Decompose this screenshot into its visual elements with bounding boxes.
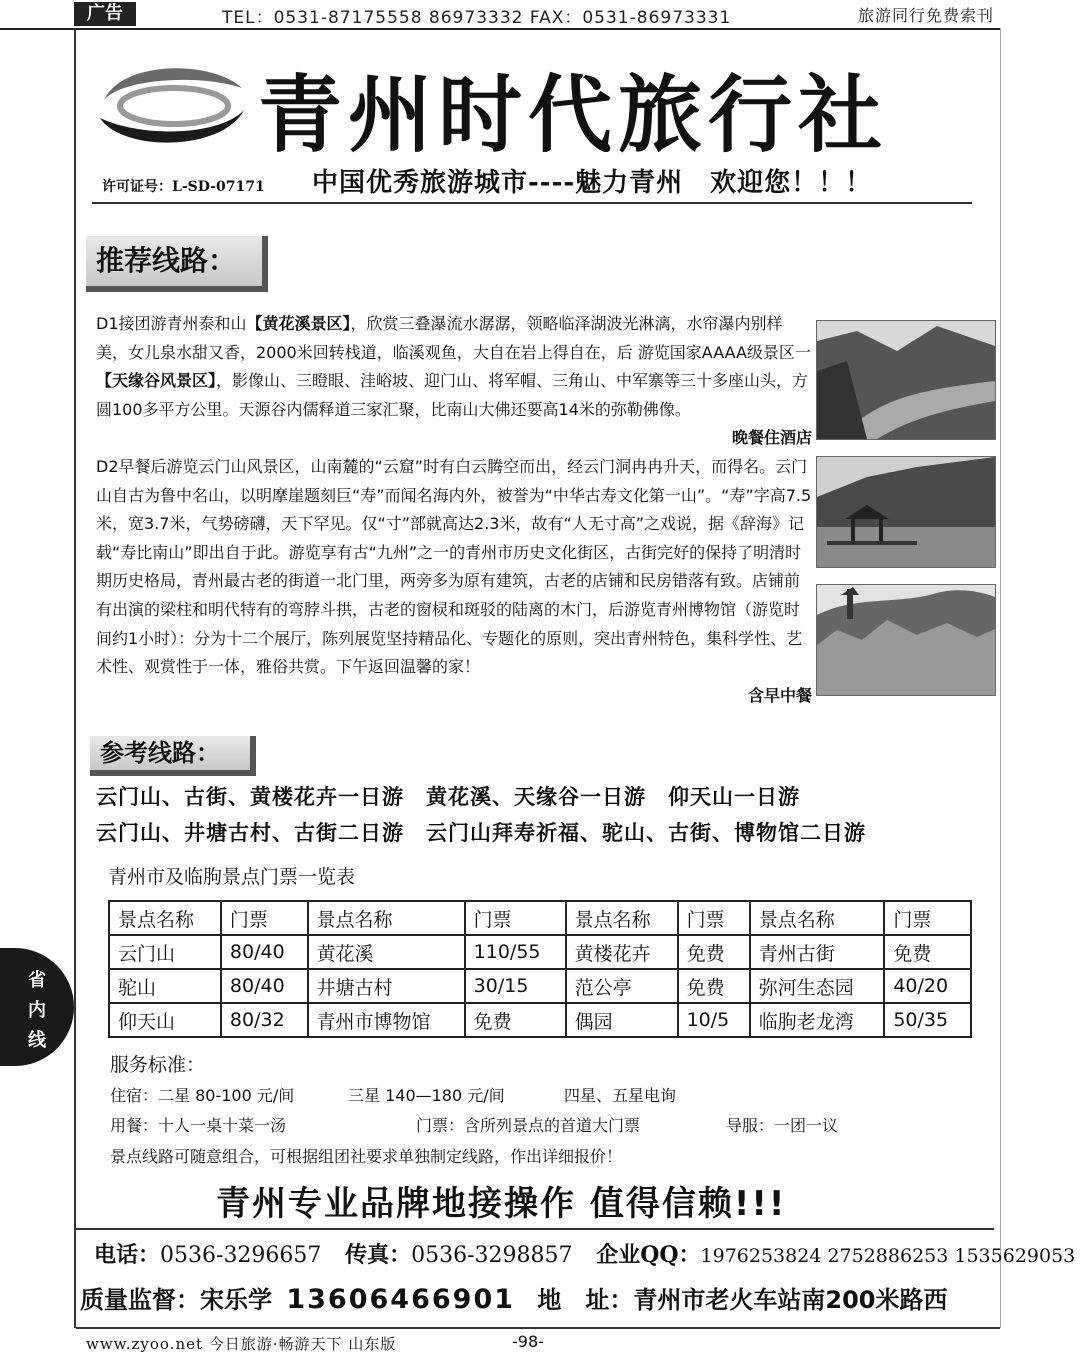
table-row: 驼山 80/40 井塘古村 30/15 范公亭 免费 弥河生态园 40/20 <box>109 969 971 1003</box>
day1-meal: 晚餐住酒店 <box>731 428 812 448</box>
service-heading: 服务标准： <box>110 1054 206 1076</box>
ad-tag: 广告 <box>74 2 136 26</box>
day1-paragraph: D1接团游青州泰和山【黄花溪景区】，欣赏三叠瀑流水潺潺，领略临泽湖波光淋漓，水帘瀑内别样美，女儿泉水甜又香，2000米回转栈道，临溪观鱼，大自在岩上得自在，后 游览国家AAAA级景区一【天缘谷风景区】，影像山、三瞪眼、洼峪坡、迎门山、将军帽、三角山、中军寨等三十多座山头，方圆100多平方公里。天源谷内儒释道三家汇聚，比南山大佛还要高14米的弥勒佛像。 <box>96 314 811 419</box>
footer-divider <box>76 1327 1000 1329</box>
service-note: 景点线路可随意组合，可根据组团社要求单独制定线路，作出详细报价！ <box>110 1147 623 1166</box>
phone-number: 0536-3296657 <box>160 1243 322 1268</box>
ticket-table <box>108 900 972 1038</box>
fax-number: 0536-3298857 <box>411 1243 573 1268</box>
brand-slogan: 青州专业品牌地接操作 值得信赖!!! <box>216 1184 787 1224</box>
reference-heading: 参考线路： <box>90 736 256 776</box>
highlight-spot: 【天缘谷风景区】 <box>96 371 217 391</box>
reference-route-1: 云门山、古街、黄楼花卉一日游 黄花溪、天缘谷一日游 仰天山一日游 <box>96 785 800 809</box>
qc-phone: 13606466901 <box>286 1284 516 1315</box>
table-row: 景点名称 门票 景点名称 门票 景点名称 门票 景点名称 门票 <box>109 901 971 935</box>
rock-garden-photo <box>816 584 996 696</box>
side-tab-provincial: 省 内 线 <box>0 948 74 1066</box>
ticket-table-title: 青州市及临朐景点门票一览表 <box>108 866 356 888</box>
day2-paragraph: D2早餐后游览云门山风景区，山南麓的“云窟”时有白云腾空而出，经云门洞冉冉升天，而得名。云门山自古为鲁中名山，以明摩崖题刻巨“寿”而闻名海内外，被誉为“中华古寿文化第一山”。“寿”字高7.5米，宽3.7米，气势磅礴，天下罕见。仅“寸”部就高达2.3米，故有“人无寸高”之戏说，据《辞海》记载“寿比南山”即出自于此。游览享有古“九州”之一的青州市历史文化街区，古街完好的保持了明清时期历史格局，青州最古老的街道一北门里，两旁多为原有建筑，古老的店铺和民房错落有致。店铺前有出演的梁柱和明代特有的弯脖斗拱，古老的窗棂和斑驳的陆离的木门，后游览青州博物馆（游览时间约1小时）：分为十二个展厅，陈列展览坚持精品化、专题化的原则，突出青州特色，集科学性、艺术性、观赏性于一体，雅俗共赏。下午返回温馨的家！ <box>96 456 812 677</box>
recommended-heading: 推荐线路： <box>86 236 268 292</box>
highlight-spot: 【黄花溪景区】 <box>246 314 351 333</box>
quality-address-line: 质量监督：宋乐学 13606466901 地 址：青州市老火车站南200米路西 <box>80 1284 948 1315</box>
header-contact: TEL：0531-87175558 86973332 FAX：0531-86973331 <box>222 8 732 28</box>
service-lodging: 住宿：二星 80-100 元/间 三星 140—180 元/间 四星、五星电询 <box>110 1086 677 1105</box>
table-row: 云门山 80/40 黄花溪 110/55 黄楼花卉 免费 青州古街 免费 <box>109 935 971 969</box>
agency-name: 青州时代旅行社 <box>258 66 889 164</box>
publication-label: 旅游同行免费索刊 <box>857 6 994 25</box>
divider <box>76 1228 994 1230</box>
pavilion-lake-photo <box>816 456 996 568</box>
slogan: 中国优秀旅游城市----魅力青州 欢迎您！！！ <box>312 168 873 198</box>
contact-line: 电话：0536-3296657 传真：0536-3298857 企业QQ：1976253824 2752886253 1535629053 <box>94 1242 1076 1268</box>
service-meal-ticket-guide: 用餐：十人一桌十菜一汤 门票：含所列景点的首道大门票 导服：一团一议 <box>110 1116 839 1135</box>
table-row: 仰天山 80/32 青州市博物馆 免费 偶园 10/5 临朐老龙湾 50/35 <box>109 1003 971 1037</box>
page-number: -98- <box>512 1332 544 1351</box>
footer-site: www.zyoo.net 今日旅游·畅游天下 山东版 <box>86 1335 397 1353</box>
lake-valley-photo <box>816 320 996 440</box>
address: 青州市老火车站南200米路西 <box>633 1286 948 1314</box>
day2-meal: 含早中餐 <box>747 685 812 705</box>
itinerary-text <box>96 310 812 710</box>
agency-logo-icon <box>92 60 252 150</box>
divider <box>92 202 972 204</box>
license-number: 许可证号：L-SD-07171 <box>102 179 265 195</box>
reference-route-2: 云门山、井塘古村、古街二日游 云门山拜寿祈福、驼山、古街、博物馆二日游 <box>96 821 866 845</box>
qq-numbers: 1976253824 2752886253 1535629053 <box>700 1245 1076 1267</box>
